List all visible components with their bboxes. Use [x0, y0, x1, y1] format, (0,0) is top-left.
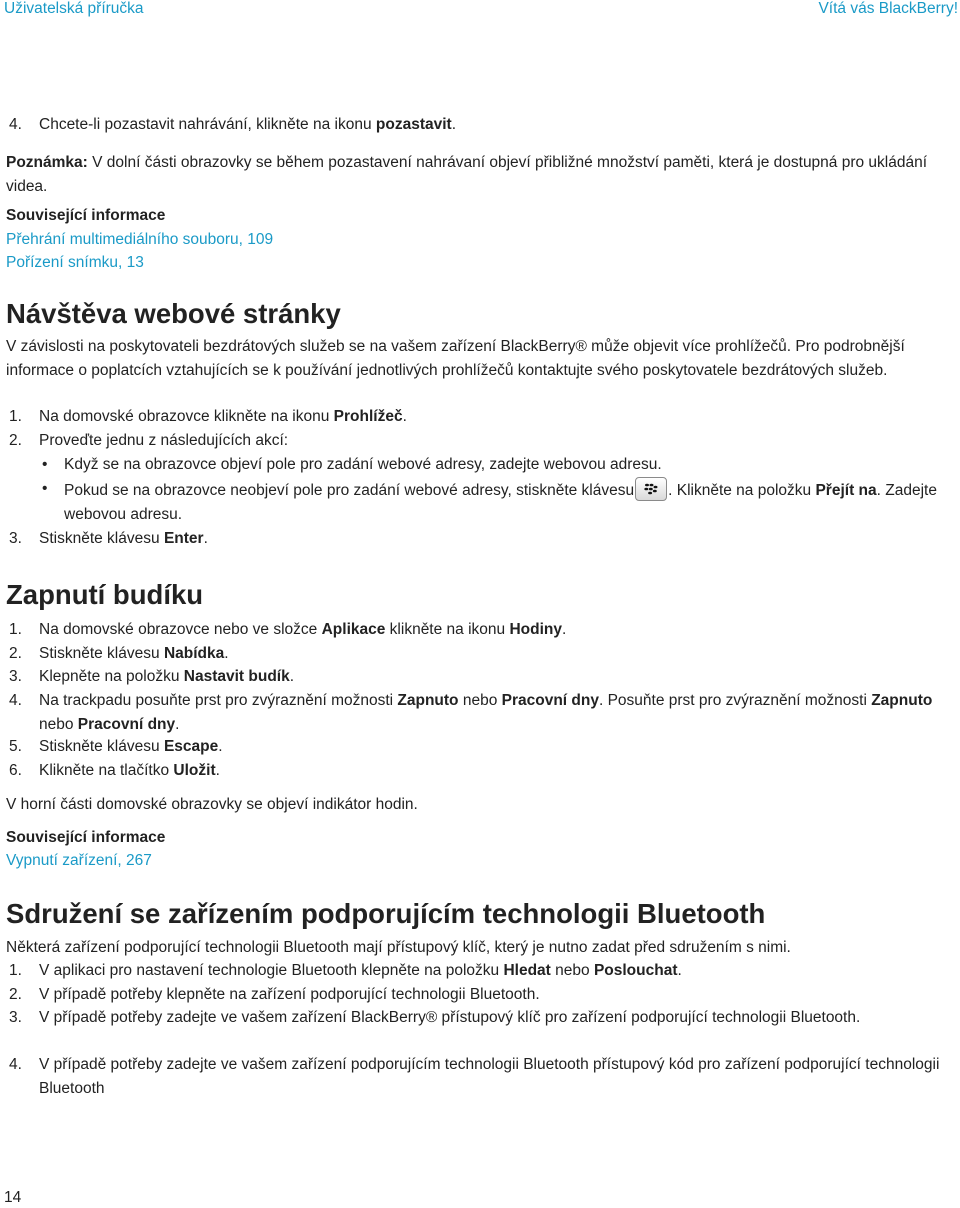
alarm-step-6: 6. Klikněte na tlačítko Uložit. — [9, 762, 220, 779]
section-title-alarm: Zapnutí budíku — [6, 579, 204, 610]
alarm-step-3: 3. Klepněte na položku Nastavit budík. — [9, 668, 295, 685]
pairing-step-1: 1. V aplikaci pro nastavení technologie Bluetooth klepněte na položku Hledat nebo Poslouchat. — [9, 962, 682, 979]
pairing-step-4: 4. V případě potřeby zadejte ve vašem zařízení podporujícím technologii Bluetooth přístupový kód pro zařízení podporující technologii Bluetooth — [9, 1056, 940, 1097]
note-text: V dolní části obrazovky se během pozastavení nahrávaní objeví přibližné množství paměti, která je dostupná pro ukládání videa. — [6, 154, 928, 195]
page-number: 14 — [4, 1189, 22, 1206]
alarm-step-2: 2. Stiskněte klávesu Nabídka. — [9, 645, 229, 662]
related-heading-alarm: Související informace — [6, 829, 166, 846]
related-link-playback[interactable]: Přehrání multimediálního souboru, 109 — [6, 231, 274, 248]
browse-step-3: 3. Stiskněte klávesu Enter. — [9, 530, 208, 547]
video-step-4: 4. Chcete-li pozastavit nahrávání, klikněte na ikonu pozastavit. — [9, 116, 457, 133]
alarm-step-1: 1. Na domovské obrazovce nebo ve složce Aplikace klikněte na ikonu Hodiny. — [9, 621, 567, 638]
browse-bullet-2: • Pokud se na obrazovce neobjeví pole pro zadání webové adresy, stiskněte klávesu . Klikněte na položku Přejít na. Zadejte webovou adresu. — [42, 477, 954, 527]
pairing-step-2: 2. V případě potřeby klepněte na zařízení podporující technologii Bluetooth. — [9, 986, 540, 1003]
section-title-pairing: Sdružení se zařízením podporujícím technologii Bluetooth — [6, 898, 766, 929]
alarm-step-4: 4. Na trackpadu posuňte prst pro zvýraznění možnosti Zapnuto nebo Pracovní dny. Posuňte prst pro zvýraznění možnosti Zapnuto nebo Pracovní dny. — [9, 692, 933, 733]
browse-intro: V závislosti na poskytovateli bezdrátových služeb se na vašem zařízení BlackBerry® může objevit více prohlížečů. Pro podrobnější informace o poplatcích vztahujících se k používání jednotlivých prohlížečů kontaktujte svého poskytovatele bezdrátových služeb. — [6, 338, 905, 379]
header-manual-title: Uživatelská příručka — [4, 0, 144, 17]
related-link-power-off[interactable]: Vypnutí zařízení, 267 — [6, 852, 152, 869]
browse-step-1: 1. Na domovské obrazovce klikněte na ikonu Prohlížeč. — [9, 408, 407, 425]
note-label: Poznámka: — [6, 154, 88, 171]
section-title-browse: Návštěva webové stránky — [6, 298, 341, 329]
browse-bullet-1: • Když se na obrazovce objeví pole pro zadání webové adresy, zadejte webovou adresu. — [42, 456, 662, 473]
note — [6, 151, 954, 199]
alarm-result: V horní části domovské obrazovky se objeví indikátor hodin. — [6, 796, 418, 813]
pairing-step-3: 3. V případě potřeby zadejte ve vašem zařízení BlackBerry® přístupový klíč pro zařízení podporující technologii Bluetooth. — [9, 1009, 861, 1026]
pairing-intro: Některá zařízení podporující technologii Bluetooth mají přístupový klíč, který je nutno zadat před sdružením s nimi. — [6, 939, 791, 956]
related-link-picture[interactable]: Pořízení snímku, 13 — [6, 254, 144, 271]
blackberry-menu-key-icon — [635, 477, 667, 501]
header-chapter-title: Vítá vás BlackBerry! — [818, 0, 958, 17]
alarm-step-5: 5. Stiskněte klávesu Escape. — [9, 738, 223, 755]
browse-step-2: 2. Proveďte jednu z následujících akcí: — [9, 432, 289, 449]
related-heading: Související informace — [6, 207, 166, 224]
